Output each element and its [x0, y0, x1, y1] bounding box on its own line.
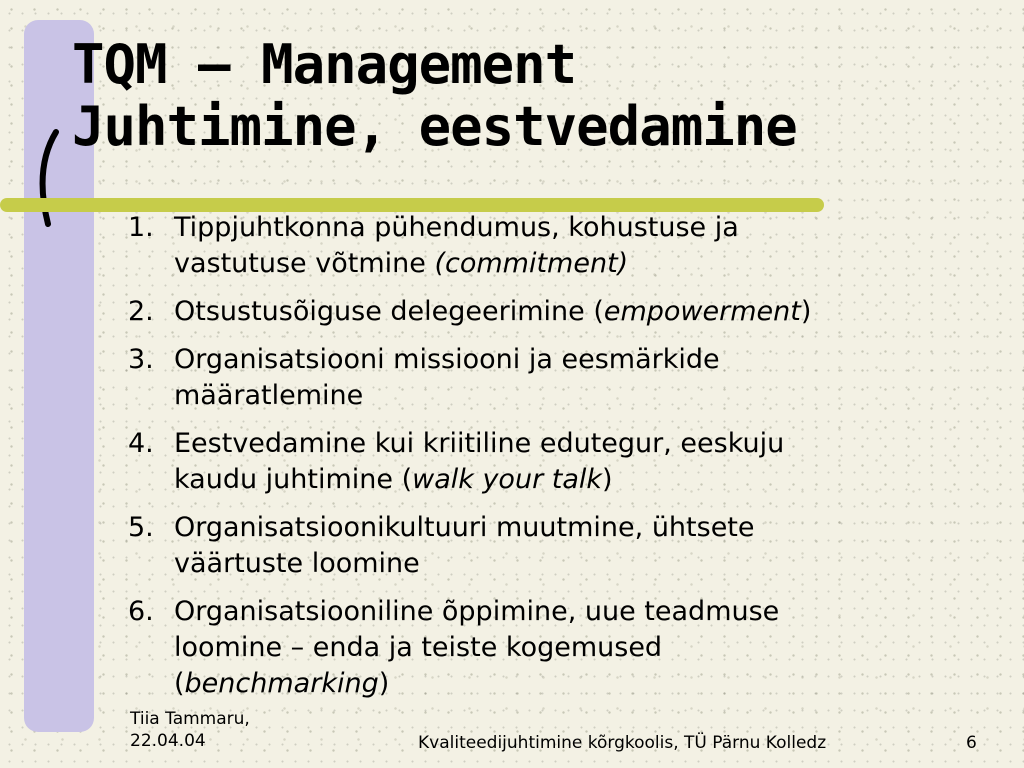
title-line-2: Juhtimine, eestvedamine [72, 95, 797, 158]
list-item-text: Eestvedamine kui kriitiline edutegur, eeskuju kaudu juhtimine (walk your talk) [174, 428, 785, 495]
list-item-number: 6. [128, 596, 154, 627]
list-item-number: 2. [128, 296, 154, 327]
list-item [128, 510, 888, 582]
footer-date: 22.04.04 [130, 731, 206, 751]
list-item-text: Otsustusõiguse delegeerimine (empowerment) [174, 296, 812, 327]
list-item-text: Organisatsiooni missiooni ja eesmärkide määratlemine [174, 344, 720, 411]
list-item [128, 294, 888, 330]
footer-author: Tiia Tammaru, [130, 709, 250, 729]
list-item-text: Organisatsiooniline õppimine, uue teadmuse loomine – enda ja teiste kogemused (benchmarking) [174, 596, 780, 699]
slide-number: 6 [966, 733, 977, 753]
list-item-emphasis: walk your talk [412, 464, 603, 495]
slide-title [72, 34, 972, 158]
list-item [128, 342, 888, 414]
list-item-text: Tippjuhtkonna pühendumus, kohustuse ja vastutuse võtmine (commitment) [174, 212, 739, 279]
list-item [128, 210, 888, 282]
list-item-number: 5. [128, 512, 154, 543]
decorative-bracket [26, 128, 66, 228]
title-line-1: TQM – Management [72, 33, 577, 96]
list-item-emphasis: (commitment) [434, 248, 629, 279]
list-item-number: 3. [128, 344, 154, 375]
footer-author-date [130, 708, 250, 752]
list-item-emphasis: benchmarking [184, 668, 379, 699]
list-item-number: 4. [128, 428, 154, 459]
list-item-text: Organisatsioonikultuuri muutmine, ühtsete väärtuste loomine [174, 512, 755, 579]
list-item [128, 594, 888, 702]
list-item-number: 1. [128, 212, 154, 243]
footer-course: Kvaliteedijuhtimine kõrgkoolis, TÜ Pärnu Kolledz [418, 733, 827, 753]
list-item [128, 426, 888, 498]
numbered-list [128, 210, 888, 714]
list-item-emphasis: empowerment [603, 296, 801, 327]
